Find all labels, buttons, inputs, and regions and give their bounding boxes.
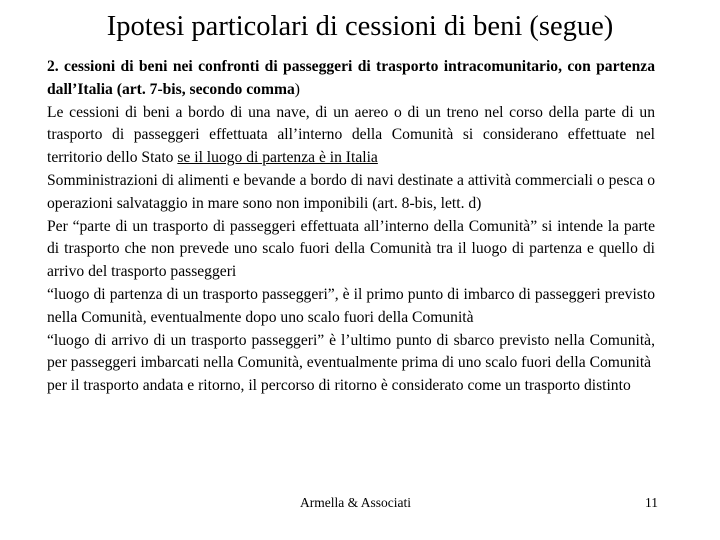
paragraph-luogo-arrivo: “luogo di arrivo di un trasporto passeggeri” è l’ultimo punto di sbarco previsto nella Comunità, per passeggeri imbarcati nella Comunità, eventualmente prima di uno scalo fuori della Comunità — [47, 331, 655, 372]
paragraph-luogo-partenza: “luogo di partenza di un trasporto passeggeri”, è il primo punto di imbarco di passeggeri previsto nella Comunità, eventualmente dopo uno scalo fuori della Comunità — [47, 285, 655, 326]
footer-company: Armella & Associati — [300, 495, 411, 510]
page-number: 11 — [645, 495, 658, 510]
paragraph-definizione-parte-trasporto: Per “parte di un trasporto di passeggeri effettuata all’interno della Comunità” si intende la parte di trasporto che non prevede uno scalo fuori della Comunità tra il luogo di partenza e quello di arrivo del trasporto passeggeri — [47, 217, 655, 281]
slide-body — [47, 56, 655, 398]
paragraph-somministrazioni: Somministrazioni di alimenti e bevande a bordo di navi destinate a attività commerciali o pesca o operazioni salvataggio in mare sono non imponibili (art. 8-bis, lett. d) — [47, 171, 655, 212]
paragraph-cessioni-a-bordo-text: Le cessioni di beni a bordo di una nave, di un aereo o di un treno nel corso della parte di un trasporto di passeggeri effettuata all’interno della Comunità si considerano effettuate nel territorio dello Stato — [47, 103, 655, 167]
paragraph-intro-bold-text: 2. cessioni di beni nei confronti di passeggeri di trasporto intracomunitario, con partenza dall’Italia (art. 7-bis, secondo comma — [47, 58, 655, 98]
slide-title: Ipotesi particolari di cessioni di beni (segue) — [106, 11, 614, 42]
paragraph-intro-closing: ) — [294, 80, 300, 98]
underlined-condition: se il luogo di partenza è in Italia — [177, 149, 378, 167]
paragraph-intro — [47, 56, 655, 102]
paragraph-andata-ritorno: per il trasporto andata e ritorno, il percorso di ritorno è considerato come un trasporto distinto — [47, 377, 631, 395]
paragraph-cessioni-a-bordo — [47, 102, 655, 170]
